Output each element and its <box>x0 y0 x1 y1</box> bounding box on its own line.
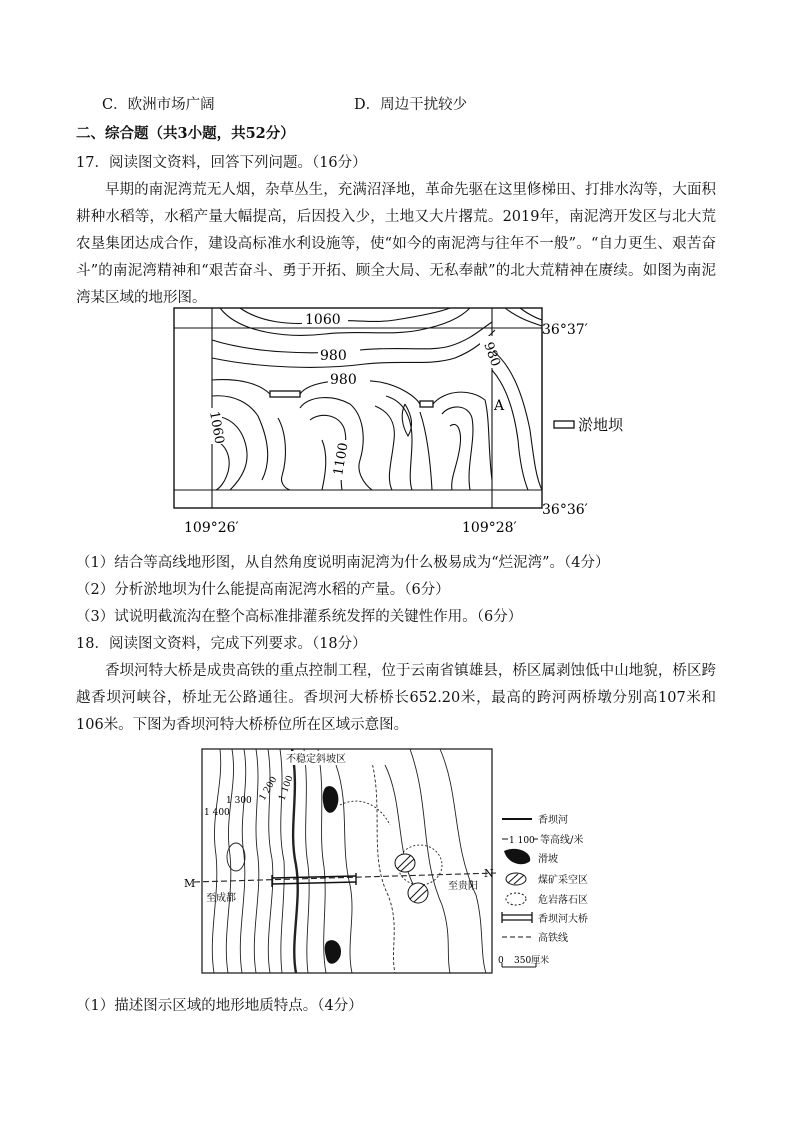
section-title: 二、综合题（共3小题，共52分） <box>76 125 295 142</box>
label-n: N <box>484 867 494 880</box>
contour-label-1060-left: 1060 <box>206 410 227 446</box>
q18-header: 18．阅读图文资料，完成下列要求。（18分） <box>76 636 367 652</box>
contour-label-980-a: 980 <box>320 348 347 364</box>
unstable-slope-label: 不稳定斜坡区 <box>286 754 346 765</box>
scale-label: 350厘米 <box>514 956 550 966</box>
option-d: D．周边干扰较少 <box>354 97 468 113</box>
contour-label-1100: 1100 <box>331 441 352 477</box>
q17-sub-3: （3）试说明截流沟在整个高标准排灌系统发挥的关键性作用。（6分） <box>76 609 523 625</box>
q18-legend <box>498 813 588 967</box>
contour-label-1060-top: 1060 <box>305 312 341 328</box>
lon-right-label: 109°28′ <box>462 520 517 536</box>
legend-rockfall: 危岩落石区 <box>538 895 588 906</box>
to-chengdu-label: 至成都 <box>206 893 236 904</box>
contour-label-980-c: 980 <box>480 340 503 369</box>
q17-sub-1: （1）结合等高线地形图，从自然角度说明南泥湾为什么极易成为“烂泥湾”。（4分） <box>76 555 610 571</box>
contour-label-1400: 1 400 <box>204 808 230 818</box>
lat-top-label: 36°37′ <box>542 322 588 338</box>
legend-landslide: 滑坡 <box>538 854 558 865</box>
scale-zero: 0 <box>498 956 504 966</box>
contour-label-1300: 1 300 <box>226 796 252 806</box>
legend-railway: 高铁线 <box>538 933 568 944</box>
label-m: M <box>184 877 196 890</box>
legend-mining: 煤矿采空区 <box>538 875 588 886</box>
legend-contour: 等高线/米 <box>540 835 584 846</box>
q17-header: 17．阅读图文资料，回答下列问题。（16分） <box>76 155 367 171</box>
q18-area-map <box>180 745 600 985</box>
point-a: A <box>494 398 505 414</box>
q17-contour-map <box>150 300 660 545</box>
q17-sub-2: （2）分析淤地坝为什么能提高南泥湾水稻的产量。（6分） <box>76 582 450 598</box>
option-c: C．欧洲市场广阔 <box>102 97 215 113</box>
legend-contour-sample: 1 100 <box>509 836 535 846</box>
q18-passage: 香坝河特大桥是成贵高铁的重点控制工程，位于云南省镇雄县，桥区属剥蚀低中山地貌，桥区跨越香坝河峡谷，桥址无公路通往。香坝河大桥桥长652.20米，最高的跨河两桥墩分别高107米和106米。下图为香坝河特大桥桥位所在区域示意图。 <box>76 663 716 733</box>
legend-bridge: 香坝河大桥 <box>538 914 588 925</box>
q18-sub-1: （1）描述图示区域的地形地质特点。（4分） <box>76 998 363 1014</box>
contour-label-980-b: 980 <box>330 372 357 388</box>
contour-label-1100: 1 100 <box>277 774 296 803</box>
lon-left-label: 109°26′ <box>184 520 239 536</box>
lat-bottom-label: 36°36′ <box>542 502 588 518</box>
to-guiyang-label: 至贵阳 <box>448 881 478 892</box>
legend-dam-label: 淤地坝 <box>578 416 624 434</box>
legend-river: 香坝河 <box>538 815 568 826</box>
contour-label-1200: 1 200 <box>257 775 280 803</box>
q17-passage: 早期的南泥湾荒无人烟，杂草丛生，充满沼泽地，革命先驱在这里修梯田、打排水沟等，大面积耕种水稻等，水稻产量大幅提高，后因投入少，土地又大片撂荒。2019年，南泥湾开发区与北大荒农垦集团达成合作，建设高标准水利设施等，使“如今的南泥湾与往年不一般”。“自力更生、艰苦奋斗”的南泥湾精神和“艰苦奋斗、勇于开拓、顾全大局、无私奉献”的北大荒精神在赓续。如图为南泥湾某区域的地形图。 <box>76 182 716 306</box>
